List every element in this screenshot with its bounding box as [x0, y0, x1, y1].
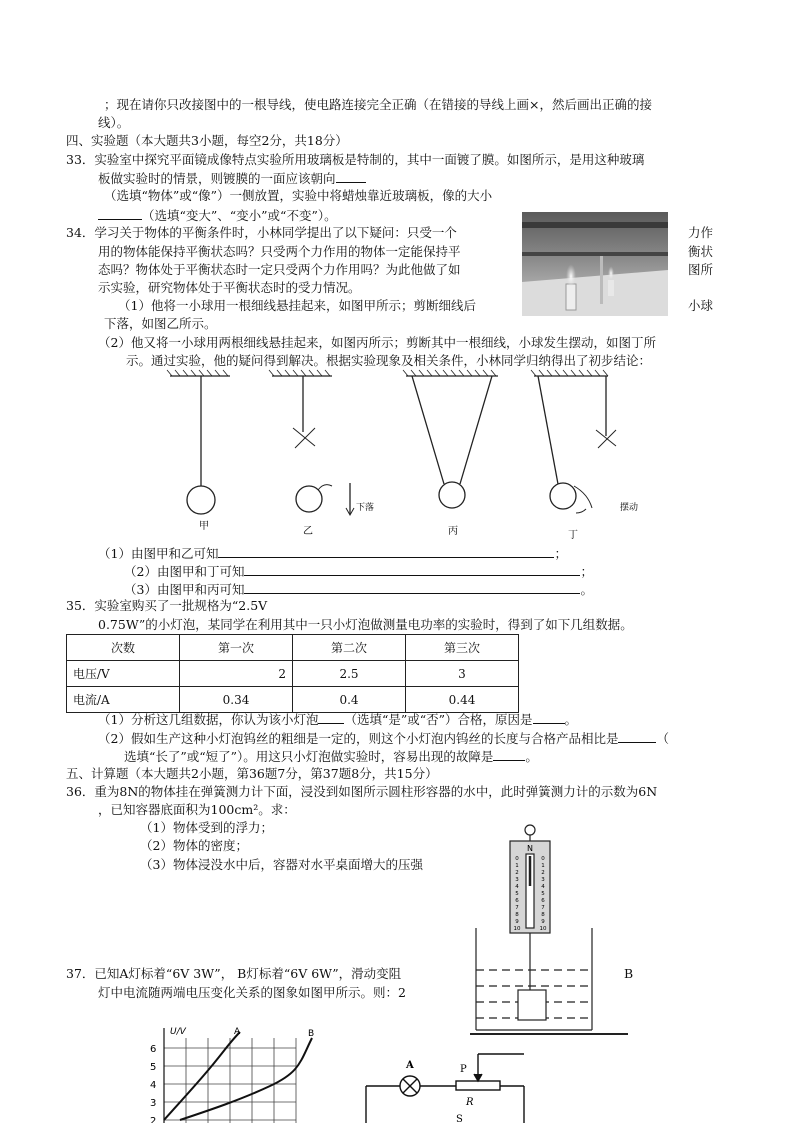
scale-hook-ring — [525, 825, 535, 835]
text-line: 衡状 — [688, 244, 714, 259]
scale-tick-label: 6 — [515, 898, 519, 904]
text-line — [98, 207, 337, 224]
text-line: （2）物体的密度； — [140, 838, 248, 853]
answer-blank[interactable] — [218, 545, 554, 558]
scale-tick-label: 0 — [541, 856, 545, 862]
text-line: 示实验，研究物体处于平衡状态时的受力情况。 — [98, 280, 361, 295]
table-cell: 2 — [180, 661, 293, 687]
candle-experiment-photo — [522, 212, 668, 316]
curve-label: B — [308, 1029, 315, 1039]
figure-label: 丙 — [448, 526, 458, 537]
text-span: （2）由图甲和丁可知 — [124, 564, 245, 579]
text-line: 图所 — [688, 262, 714, 277]
text-line: 态吗？物体处于平衡状态时一定只受两个力作用吗？为此他做了如 — [98, 262, 461, 277]
table-row — [67, 687, 519, 713]
y-tick-label: 5 — [150, 1062, 157, 1073]
table-header: 次数 — [67, 635, 180, 661]
text-line: 灯中电流随两端电压变化关系的图象如图甲所示。则：2 — [98, 985, 406, 1000]
pendulum-figure — [150, 366, 680, 546]
table-header: 第三次 — [406, 635, 519, 661]
text-line — [124, 748, 538, 765]
scale-tick-label: 10 — [539, 926, 547, 932]
text-line — [98, 545, 567, 562]
text-line: （1）物体受到的浮力； — [140, 820, 273, 835]
scale-tick-label: 10 — [513, 926, 521, 932]
text-line: 36．重为8N的物体挂在弹簧测力计下面，浸没到如图所示圆柱形容器的水中，此时弹簧测力计的示数为6N — [66, 784, 658, 799]
swing-label: 摆动 — [620, 503, 639, 513]
scale-unit-label: N — [527, 844, 533, 853]
text-span: （2）假如生产这种小灯泡钨丝的粗细是一定的，则这个小灯泡内钨丝的长度与合格产品相比是 — [98, 731, 619, 746]
answer-blank[interactable] — [244, 563, 580, 576]
y-tick-label: 4 — [150, 1080, 157, 1091]
text-line — [98, 170, 366, 187]
answer-blank[interactable] — [493, 748, 525, 761]
text-span: 。 — [580, 582, 593, 597]
answer-blank[interactable] — [618, 730, 656, 743]
scale-tick-label: 8 — [541, 912, 545, 918]
scale-tick-label: 7 — [541, 905, 545, 911]
text-line: 33．实验室中探究平面镜成像特点实验所用玻璃板是特制的，其中一面镀了膜。如图所示，是用这种玻璃 — [66, 152, 645, 167]
scale-tick-label: 2 — [541, 870, 545, 876]
table-header-row — [67, 635, 519, 661]
figure-jia — [167, 370, 230, 514]
text-line: （1）他将一小球用一根细线悬挂起来，如图甲所示；剪断细线后 — [118, 298, 476, 313]
text-line: （2）他又将一小球用两根细线悬挂起来，如图丙所示；剪断其中一根细线，小球发生摆动，如图丁所 — [98, 335, 656, 350]
text-span: 。 — [564, 712, 578, 727]
text-span: 。 — [525, 749, 538, 764]
figure-ding — [531, 370, 616, 513]
data-table — [66, 634, 519, 713]
answer-blank[interactable] — [533, 711, 565, 724]
scale-tick-label: 3 — [541, 877, 545, 883]
text-span: ； — [554, 546, 567, 561]
table-cell: 电压/V — [67, 661, 180, 687]
figure-label: 乙 — [303, 526, 313, 537]
scale-tick-label: 6 — [541, 898, 545, 904]
y-axis-label: U/V — [170, 1027, 186, 1037]
y-tick-label: 3 — [150, 1098, 157, 1109]
figure-bing — [403, 370, 498, 508]
answer-blank[interactable] — [318, 711, 344, 724]
scale-tick-label: 8 — [515, 912, 519, 918]
answer-blank[interactable] — [336, 170, 366, 183]
spring-scale-figure — [470, 820, 640, 1038]
text-line: ；现在请你只改接图中的一根导线，使电路连接完全正确（在错接的导线上画×，然后画出正确的接 — [104, 97, 652, 112]
scale-tick-label: 9 — [515, 919, 519, 925]
text-line: 37．已知A灯标着“6V 3W”， B灯标着“6V 6W”，滑动变阻 — [66, 966, 402, 981]
circuit-diagram — [356, 1050, 536, 1123]
slider-label: P — [460, 1064, 467, 1075]
table-row — [67, 661, 519, 687]
text-line — [98, 711, 577, 728]
scale-tick-label: 9 — [541, 919, 545, 925]
y-tick-label: 2 — [150, 1116, 157, 1123]
figure-label: 甲 — [199, 521, 209, 532]
resistor-label: R — [466, 1097, 474, 1108]
text-line: 下落，如图乙所示。 — [104, 316, 217, 331]
submerged-object — [518, 990, 546, 1020]
answer-blank[interactable] — [98, 207, 142, 220]
table-cell: 0.44 — [406, 687, 519, 713]
voltage-current-graph — [140, 1024, 320, 1123]
scale-tick-label: 3 — [515, 877, 519, 883]
text-line — [124, 581, 593, 598]
scale-tick-label: 2 — [515, 870, 519, 876]
scale-tick-label: 7 — [515, 905, 519, 911]
text-line: ，已知容器底面积为100cm²。求： — [98, 802, 296, 817]
scale-tick-label: 4 — [515, 884, 519, 890]
text-span: （选填“变大”、“变小”或“不变”）。 — [142, 208, 337, 223]
text-line: 示。通过实验，他的疑问得到解决。根据实验现象及相关条件，小林同学归纳得出了初步结论： — [126, 353, 652, 368]
figure-label: 丁 — [568, 530, 578, 541]
fall-label: 下落 — [356, 503, 375, 513]
text-span: ； — [580, 564, 593, 579]
text-line: 用的物体能保持平衡状态吗？只受两个力作用的物体一定能保持平 — [98, 244, 461, 259]
text-line: 0.75W”的小灯泡，某同学在利用其中一只小灯泡做测量电功率的实验时，得到了如下几组数据。 — [98, 617, 633, 632]
table-cell: 0.4 — [293, 687, 406, 713]
text-span: （1）分析这几组数据，你认为该小灯泡 — [98, 712, 319, 727]
text-line — [98, 730, 669, 747]
text-line: 小球 — [688, 298, 714, 313]
table-cell: 电流/A — [67, 687, 180, 713]
scale-tick-label: 5 — [515, 891, 519, 897]
table-cell: 3 — [406, 661, 519, 687]
text-span: （ — [656, 731, 669, 746]
scale-tick-label: 1 — [541, 863, 545, 869]
text-line: （选填“物体”或“像”）一侧放置，实验中将蜡烛靠近玻璃板，像的大小 — [104, 188, 493, 203]
table-cell: 0.34 — [180, 687, 293, 713]
text-line: 力作 — [688, 225, 714, 240]
y-tick-label: 6 — [150, 1044, 157, 1055]
curve-label: A — [234, 1027, 241, 1037]
scale-tick-label: 5 — [541, 891, 545, 897]
scale-tick-label: 0 — [515, 856, 519, 862]
text-span: （选填“是”或“否”）合格，原因是 — [344, 712, 533, 727]
text-span: （3）由图甲和丙可知 — [124, 582, 245, 597]
section-heading: 五、计算题（本大题共2小题，第36题7分，第37题8分，共15分） — [66, 766, 438, 781]
text-span: （1）由图甲和乙可知 — [98, 546, 219, 561]
text-span: 选填“长了”或“短了”）。用这只小灯泡做实验时，容易出现的故障是 — [124, 749, 494, 764]
table-header: 第二次 — [293, 635, 406, 661]
text-span: 板做实验时的情景，则镀膜的一面应该朝向 — [98, 171, 336, 186]
text-line: （3）物体浸没水中后，容器对水平桌面增大的压强 — [140, 857, 423, 872]
scale-tick-label: 1 — [515, 863, 519, 869]
lamp-label: A — [406, 1060, 414, 1071]
figure-yi — [269, 370, 354, 515]
table-header: 第一次 — [180, 635, 293, 661]
text-line: B — [624, 966, 634, 981]
table-cell: 2.5 — [293, 661, 406, 687]
answer-blank[interactable] — [244, 581, 580, 594]
scale-tick-label: 4 — [541, 884, 545, 890]
switch-label: S — [456, 1114, 463, 1123]
curve-a — [164, 1032, 240, 1120]
text-line — [124, 563, 593, 580]
text-line: 35．实验室购买了一批规格为“2.5V — [66, 598, 268, 613]
text-line: 34．学习关于物体的平衡条件时，小林同学提出了以下疑问：只受一个 — [66, 225, 457, 240]
text-line: 线）。 — [98, 115, 130, 130]
section-heading: 四、实验题（本大题共3小题，每空2分，共18分） — [66, 133, 348, 148]
